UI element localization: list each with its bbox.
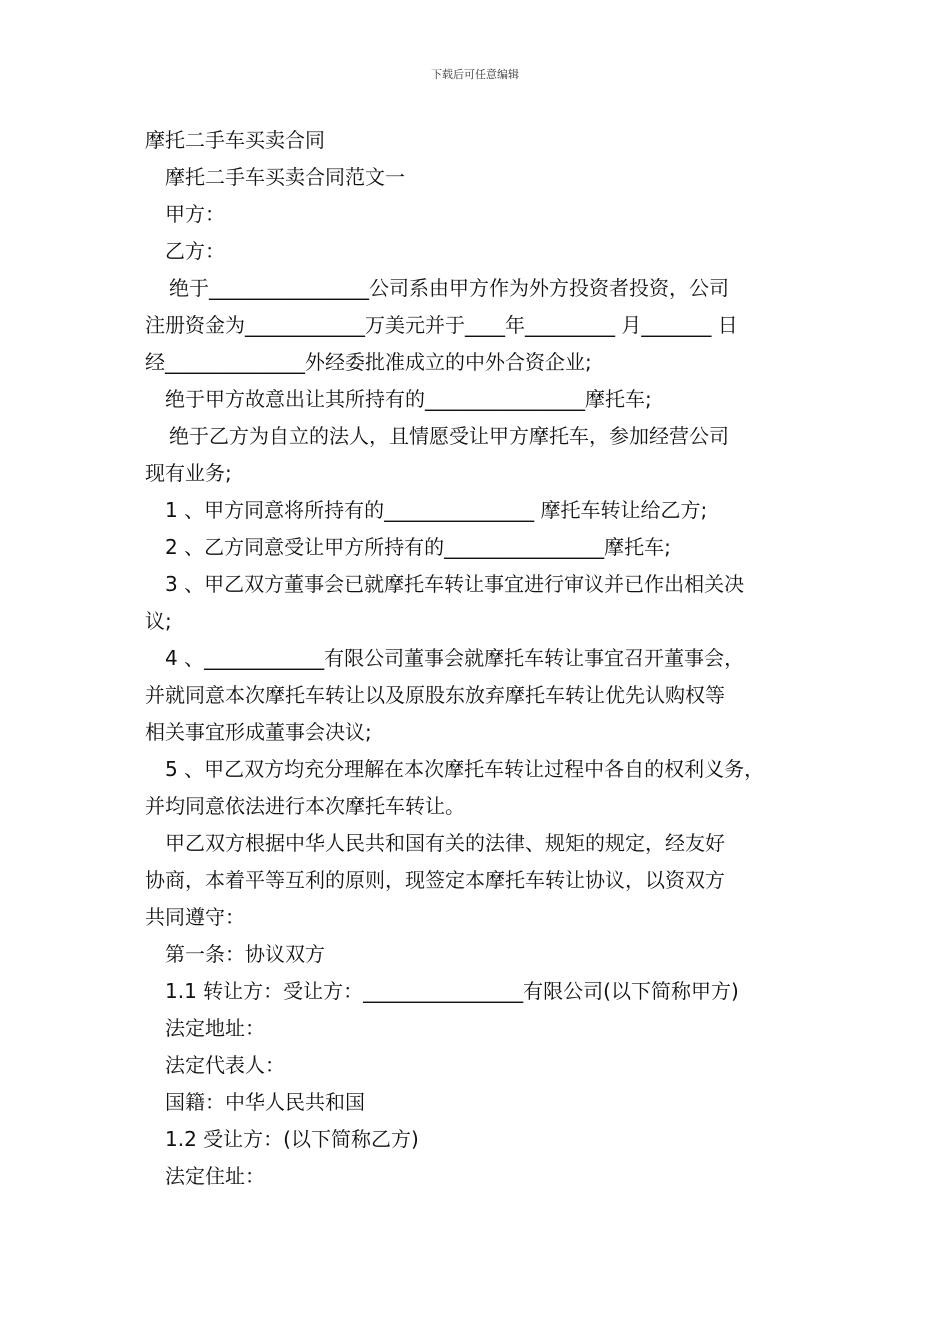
section-1-1: 1.1 转让方：受让方：________________有限公司(以下简称甲方) <box>165 979 739 1003</box>
paragraph-line: 并均同意依法进行本次摩托车转让。 <box>145 794 465 818</box>
clause-5: 5 、甲乙双方均充分理解在本次摩托车转让过程中各自的权利义务， <box>165 757 765 781</box>
paragraph-line: 共同遵守： <box>145 905 245 929</box>
paragraph-line: 绝于甲方故意出让其所持有的________________摩托车; <box>165 387 652 411</box>
paragraph-line: 绝于乙方为自立的法人，且情愿受让甲方摩托车，参加经营公司 <box>169 424 729 448</box>
section-1-2: 1.2 受让方：(以下简称乙方) <box>165 1127 419 1151</box>
clause-4: 4 、____________有限公司董事会就摩托车转让事宜召开董事会， <box>165 646 745 670</box>
doc-subtitle: 摩托二手车买卖合同范文一 <box>165 165 405 189</box>
paragraph-line: 并就同意本次摩托车转让以及原股东放弃摩托车转让优先认购权等 <box>145 683 725 707</box>
page-header: 下载后可任意编辑 <box>431 68 519 81</box>
paragraph-line: 议; <box>145 609 172 633</box>
paragraph-line: 现有业务; <box>145 461 232 485</box>
legal-representative-line: 法定代表人： <box>165 1053 285 1077</box>
paragraph-line: 经______________外经委批准成立的中外合资企业; <box>145 350 592 374</box>
article-1-heading: 第一条：协议双方 <box>165 942 325 966</box>
paragraph-line: 注册资金为____________万美元并于____年_________ 月_______ 日 <box>145 313 738 337</box>
clause-2: 2 、乙方同意受让甲方所持有的________________摩托车; <box>165 535 671 559</box>
party-a-line: 甲方： <box>165 202 225 226</box>
paragraph-line: 甲乙双方根据中华人民共和国有关的法律、规矩的规定，经友好 <box>165 831 725 855</box>
clause-3: 3 、甲乙双方董事会已就摩托车转让事宜进行审议并已作出相关决 <box>165 572 745 596</box>
paragraph-line: 绝于________________公司系由甲方作为外方投资者投资，公司 <box>169 276 729 300</box>
paragraph-line: 相关事宜形成董事会决议; <box>145 720 372 744</box>
legal-address-line: 法定地址： <box>165 1016 265 1040</box>
party-b-line: 乙方： <box>165 239 225 263</box>
nationality-line: 国籍：中华人民共和国 <box>165 1090 365 1114</box>
legal-residence-line: 法定住址： <box>165 1164 265 1188</box>
clause-1: 1 、甲方同意将所持有的_______________ 摩托车转让给乙方; <box>165 498 708 522</box>
paragraph-line: 协商，本着平等互利的原则，现签定本摩托车转让协议，以资双方 <box>145 868 725 892</box>
document-body <box>145 122 820 1195</box>
doc-title: 摩托二手车买卖合同 <box>145 128 325 152</box>
